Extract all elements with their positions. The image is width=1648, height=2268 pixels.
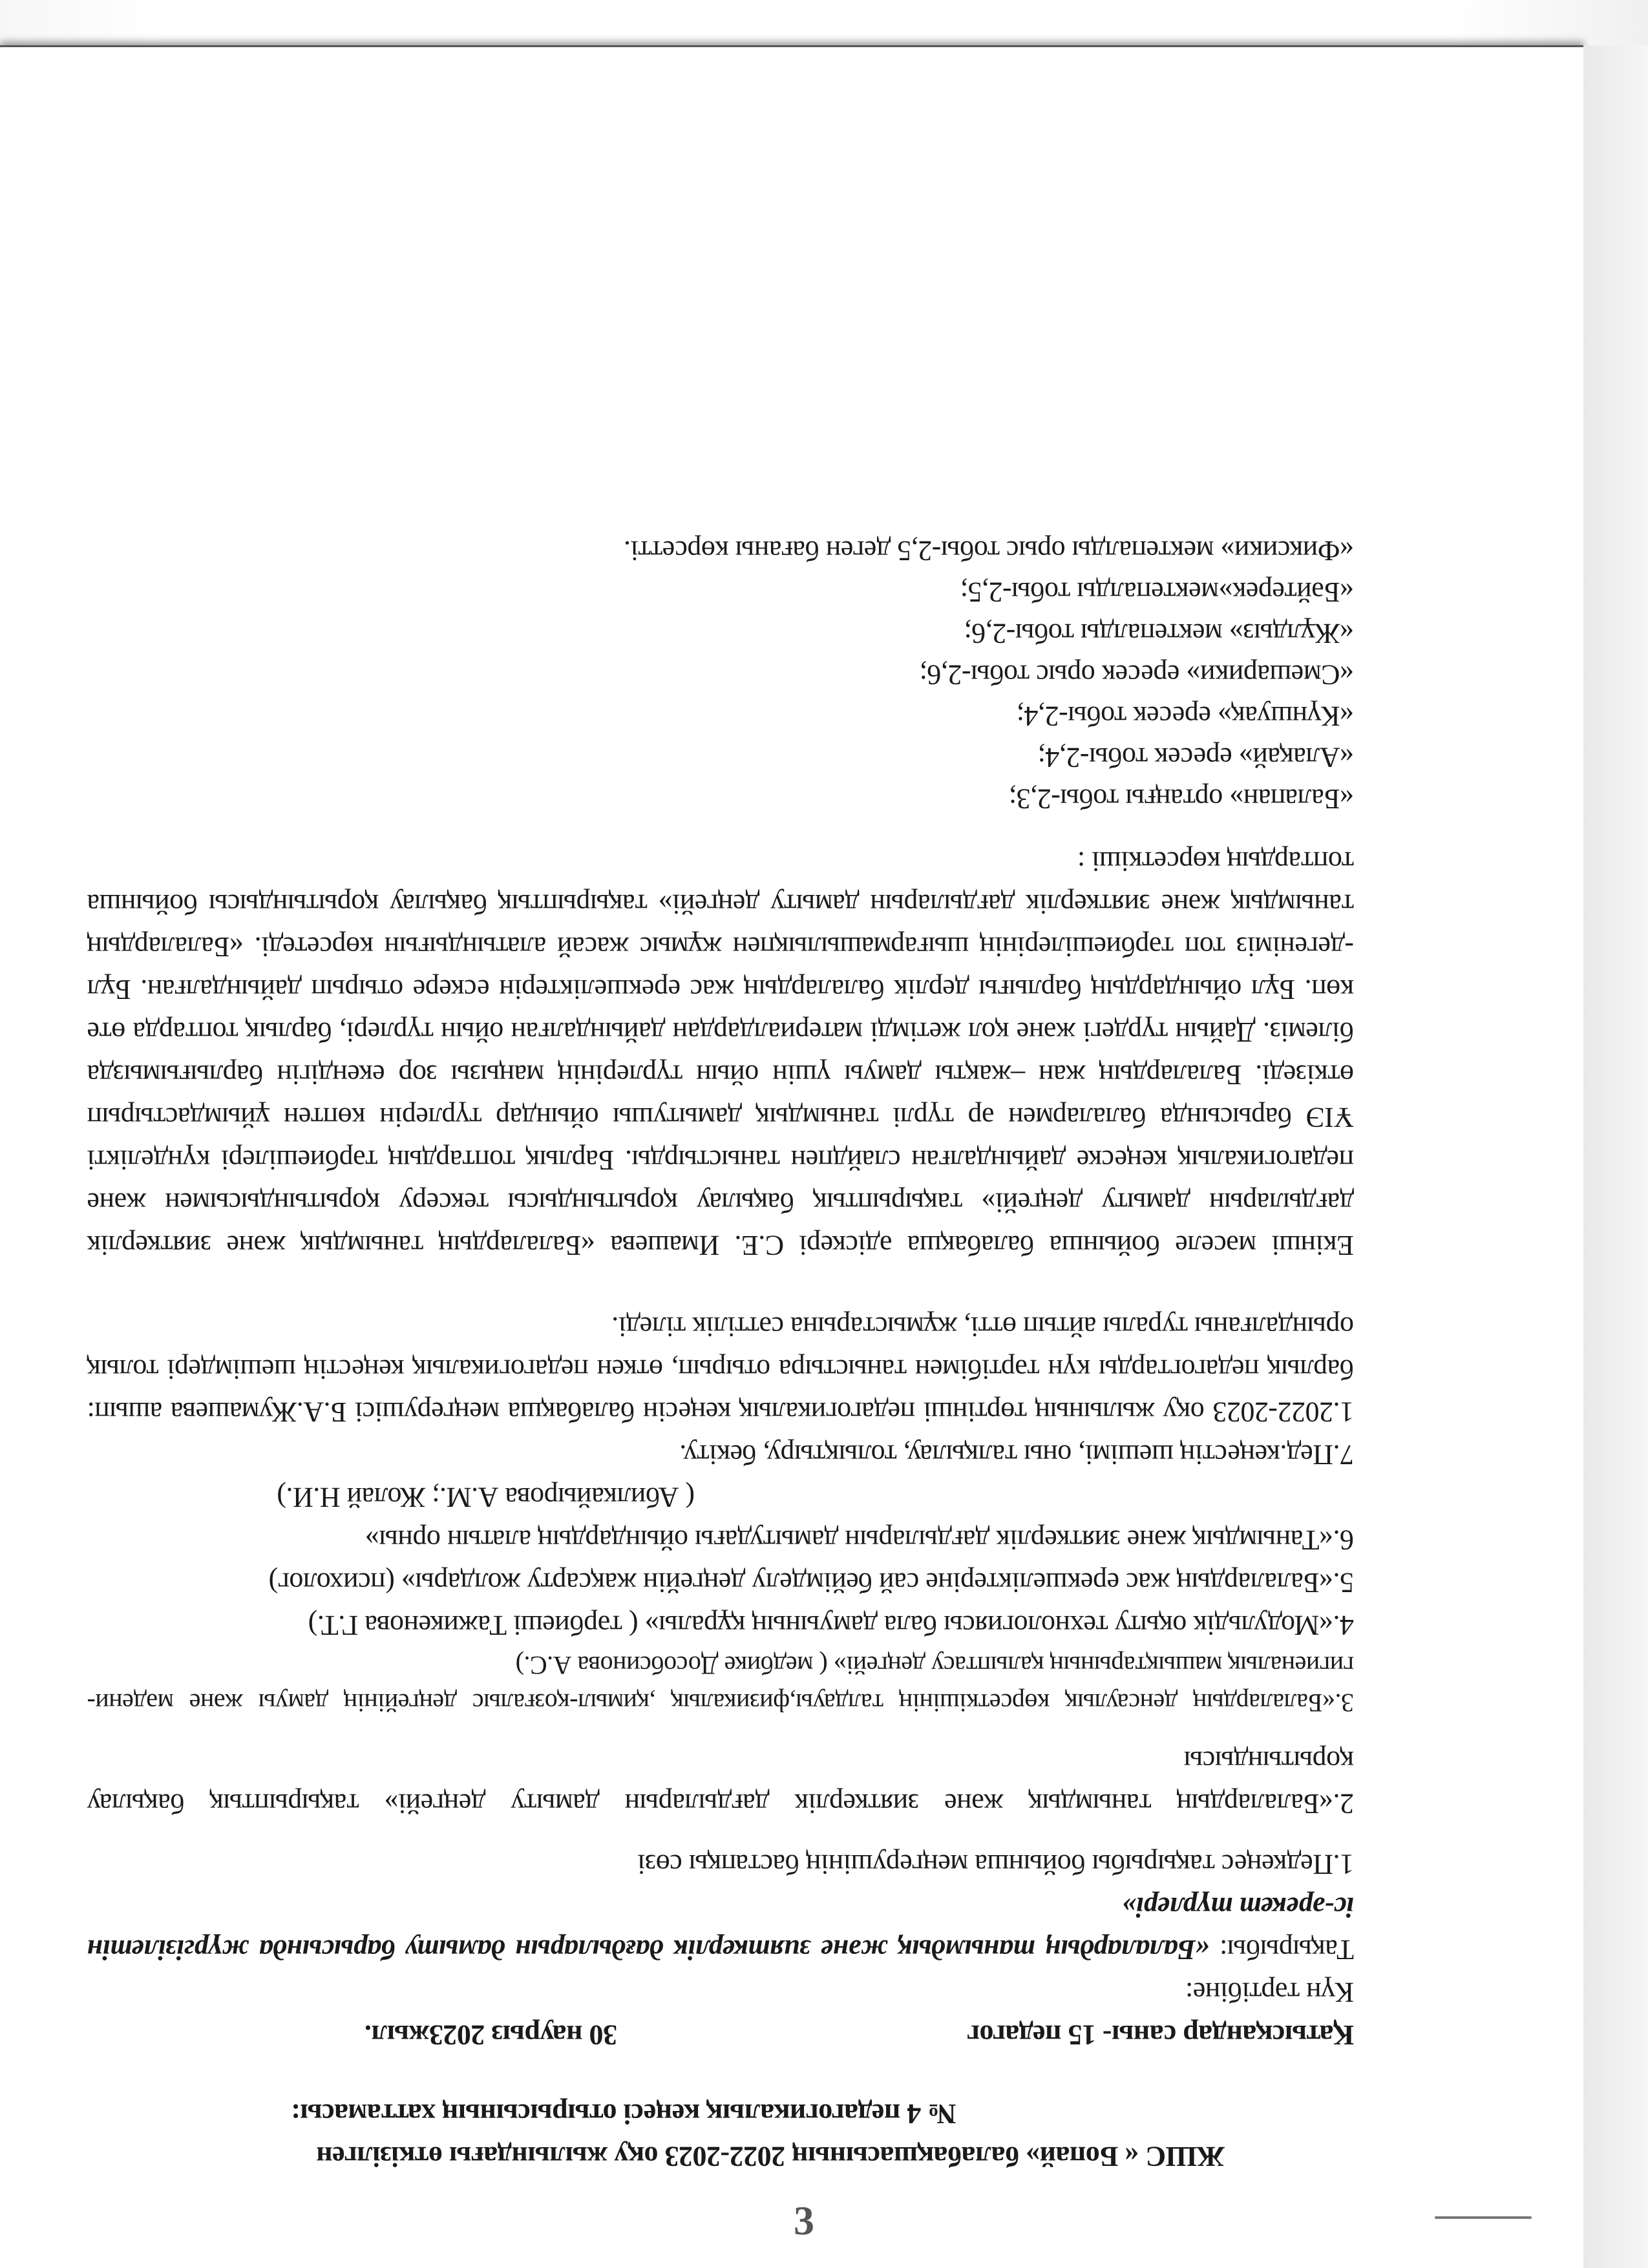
agenda-item-6-speakers: ( Абилкайырова А.М.; Жолай Н.И.) (277, 1482, 695, 1513)
agenda-item-1: 1.Педкеңес тақырыбы бойынша меңгерушінің бастапқы сөзі (637, 1849, 1354, 1880)
agenda-item-2: 2.«Балалардың танымдық және зияткерлік дағдыларын дамыту деңгейі» тақырыптық бақылау қорытындысы (87, 1745, 1354, 1820)
group-result: «Балапан» ортаңғы тобы-2,3; (1009, 783, 1354, 815)
group-result: «Жұлдыз» мектепалды тобы-2,6; (964, 618, 1354, 649)
page-number: 3 (794, 2198, 814, 2243)
agenda-item-6-text: 6.«Танымдық және зияткерлік дағдыларын дамытудағы ойындардың алатын орны» (365, 1524, 1354, 1556)
agenda-item-5: 5.«Балалардың жас ерекшеліктеріне сай бейімделу деңгейін жақсарту жолдары» (психолог) (269, 1567, 1354, 1599)
agenda-item-4: 4.«Модульдік оқыту технологиясы бала дамуының құралы» ( тәрбиеші Тажикенова Г.Т.) (308, 1610, 1354, 1641)
agenda-item-3: 3.«Балалардың денсаулық көрсеткішінің талдауы,физикалық ,қимыл-қозғалыс деңгейінің дамуы және мәдени-гигиеналық машықтарының қалыптасу деңгейі» ( медбике Дособсинова А.С.) (87, 1651, 1354, 1717)
group-result: «Фиксики» мектепалды орыс тобы-2,5 деген бағаны көрсетті. (624, 535, 1354, 567)
agenda-item-7: 7.Пед.кеңестің шешімі, оны талқылау, толықтыру, бекіту. (679, 1439, 1354, 1471)
topic-text: «Балалардың танымдық және зияткерлік дағдыларын дамыту барысында жүргізілетін іс-әрекет түрлері» (87, 1891, 1354, 1966)
meeting-date: 30 наурыз 2023жыл. (364, 2019, 617, 2051)
minutes-paragraph-2: Екінші мәселе бойынша балабақша әдіскері С.Е. Имашева «Балалардың танымдық және зияткерлік дағдыларын дамыту деңгейі» тақырыптық бақылау қорытындысы тексеру қорытындысымен және педагогикалық кеңеске дайындалған слайдпен таныстырды. Барлық топтардың тәрбиешілері күнделікті ҰІЭ барысында балалармен әр түрлі танымдық дамытушы ойындар түрлерін көптен ұйымдастырып өткізеді. Балалардың жан –жақты дамуы үшін ойын түрлерінің маңызы зор екендігін барлығымызда білеміз. Дайын түрдегі және қол жетімді материалдардан дайындалған ойын түрлері, барлық топтарда өте көп. Бұл ойындардың барлығы дерлік балалардың жас ерекшеліктерін ескере отырып дайындалған. Бұл -дегеніміз топ тәрбиешілерінің шығармашылықпен жұмыс жасай алатындығын көрсетеді. «Балалардың танымдық және зияткерлік дағдыларын дамыту деңгейі» тақырыптық бақылау қорытындысы бойынша топтардың көрсеткіші : (87, 846, 1354, 1261)
minutes-paragraph-1: 1.2022-2023 оқу жылының төртінші педагогикалық кеңесін балабақша меңгерушісі Б.А.Жумашева ашып: барлық педагогтарды күн тәртібімен таныстыра отырып, өткен педагогикалық кеңестің шешімдері толық орындалғаны туралы айтып өтті, жұмыстарына сәттілік тіледі. (87, 1311, 1354, 1428)
header-line-2: № 4 педагогикалық кеңесі отырысының хаттамасы: (291, 2098, 956, 2130)
document-body (87, 530, 1354, 2178)
group-result: «Алақай» ересек тобы-2,4; (1038, 742, 1354, 773)
group-result: «Күншуақ» ересек тобы-2,4; (1017, 700, 1354, 732)
header-line-1: ЖШС « Бопай» балабақшасының 2022-2023 оқу жылындағы өткізілген (316, 2141, 1225, 2172)
agenda-item-6 (87, 1476, 1354, 1561)
agenda-topic (87, 1885, 1354, 1971)
document-header (87, 2092, 1354, 2178)
group-result: «Бәйтерек»мектепалды тобы-2,5; (960, 576, 1354, 608)
attendance-count: Қатысқандар саны- 15 педагог (967, 2019, 1354, 2051)
topic-label: Тақырыбы: (1209, 1934, 1354, 1966)
group-result: «Смешарики» ересек орыс тобы-2,6; (920, 659, 1354, 691)
agenda-label: Күн тәртібіне: (1185, 1977, 1354, 2008)
attendance-row (87, 2013, 1354, 2056)
scan-mark (1435, 2216, 1532, 2219)
group-results-list (87, 530, 1354, 819)
